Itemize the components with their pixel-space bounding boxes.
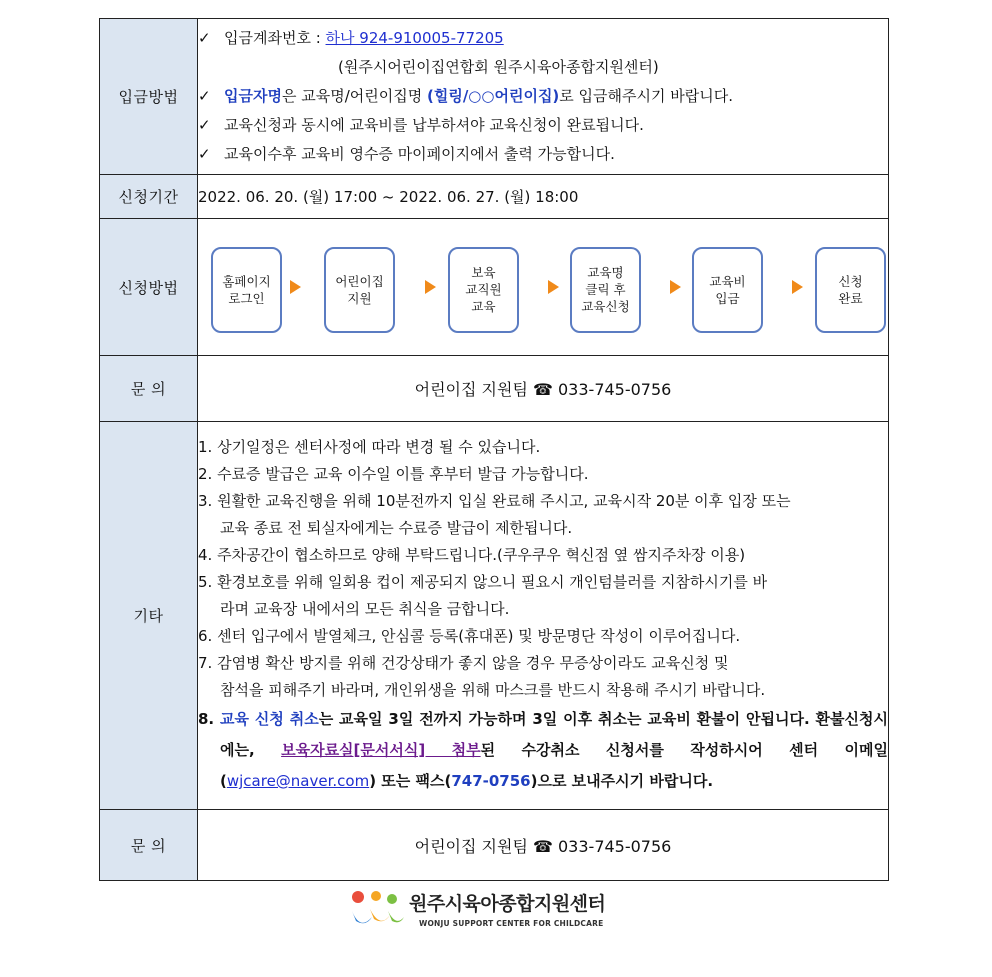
method-flow [198, 220, 888, 355]
step-daycare-support: 어린이집 지원 [324, 247, 395, 333]
note-1: 1. 상기일정은 센터사정에 따라 변경 될 수 있습니다. [198, 438, 541, 456]
check-icon: ✓ [198, 145, 211, 163]
note-6: 6. 센터 입구에서 발열체크, 안심콜 등록(휴대폰) 및 방문명단 작성이 이루어집니다. [198, 627, 741, 645]
arrow-right-icon [548, 280, 559, 294]
arrow-right-icon [290, 280, 301, 294]
cancel-highlight: 교육 신청 취소 [220, 710, 319, 728]
arrow-right-icon [792, 280, 803, 294]
center-logo [346, 887, 606, 935]
inquiry-value: 어린이집 지원팀 ☎ 033-745-0756 [198, 356, 889, 422]
note-5a: 5. 환경보호를 위해 일회용 컵이 제공되지 않으니 필요시 개인텀블러를 지참하시기를 바 [198, 573, 768, 591]
inquiry2-value: 어린이집 지원팀 ☎ 033-745-0756 [198, 810, 889, 881]
check-icon: ✓ [198, 87, 211, 105]
account-holder: (원주시어린이집연합회 원주시육아종합지원센터) [338, 58, 659, 76]
inquiry-header: 문 의 [100, 356, 198, 422]
depositor-line: ✓ 입금자명은 교육명/어린이집명 (힐링/○○어린이집)로 입금해주시기 바랍니다. [198, 82, 888, 111]
step-staff-education: 보육 교직원 교육 [448, 247, 519, 333]
note-3a: 3. 원활한 교육진행을 위해 10분전까지 입실 완료해 주시고, 교육시작 20분 이후 입장 또는 [198, 492, 791, 510]
email-link[interactable]: wjcare@naver.com [226, 772, 370, 790]
note-8: 8. 교육 신청 취소는 교육일 3일 전까지 가능하며 3일 이후 취소는 교육비 환불이 안됩니다. 환불신청시에는, 보육자료실[문서서식] 첨부된 수강취소 신청서를 작성하시어 센터 이메일(wjcare@naver.com) 또는 팩스(747-0756)으로 보내주시기 바랍니다. [198, 710, 889, 790]
method-header: 신청방법 [100, 219, 198, 356]
step-homepage-login: 홈페이지 로그인 [211, 247, 282, 333]
arrow-right-icon [425, 280, 436, 294]
note-7a: 7. 감염병 확산 방지를 위해 건강상태가 좋지 않을 경우 무증상이라도 교육신청 및 [198, 654, 729, 672]
step-fee-payment: 교육비 입금 [692, 247, 763, 333]
payment-cell [198, 19, 889, 175]
document-link[interactable]: 보육자료실[문서서식] 첨부 [281, 741, 481, 759]
method-cell [198, 219, 889, 356]
complete-line: ✓ 교육신청과 동시에 교육비를 납부하셔야 교육신청이 완료됩니다. [198, 111, 888, 140]
payment-header: 입금방법 [100, 19, 198, 175]
receipt-line: ✓ 교육이수후 교육비 영수증 마이페이지에서 출력 가능합니다. [198, 140, 888, 169]
note-4: 4. 주차공간이 협소하므로 양해 부탁드립니다.(쿠우쿠우 혁신점 옆 쌈지주차장 이용) [198, 546, 746, 564]
etc-header: 기타 [100, 422, 198, 810]
check-icon: ✓ [198, 116, 211, 134]
note-5b: 라며 교육장 내에서의 모든 취식을 금합니다. [220, 600, 510, 618]
inquiry2-header: 문 의 [100, 810, 198, 881]
note-3b: 교육 종료 전 퇴실자에게는 수료증 발급이 제한됩니다. [220, 519, 573, 537]
note-7b: 참석을 피해주기 바라며, 개인위생을 위해 마스크를 반드시 착용해 주시기 바랍니다. [220, 681, 766, 699]
info-table [99, 18, 889, 881]
logo-name: 원주시육아종합지원센터 [409, 893, 606, 915]
period-value: 2022. 06. 20. (월) 17:00 ~ 2022. 06. 27. (월) 18:00 [198, 175, 889, 219]
logo-subtitle: WONJU SUPPORT CENTER FOR CHILDCARE [419, 919, 604, 928]
step-course-apply: 교육명 클릭 후 교육신청 [570, 247, 641, 333]
step-complete: 신청 완료 [815, 247, 886, 333]
check-icon: ✓ [198, 29, 211, 47]
fax-number: 747-0756 [451, 772, 531, 790]
etc-notes [198, 422, 889, 810]
account-line: ✓ 입금계좌번호 : 하나 924-910005-77205 [198, 24, 888, 53]
logo-mark-icon [346, 887, 408, 933]
period-header: 신청기간 [100, 175, 198, 219]
account-number[interactable]: 하나 924-910005-77205 [325, 29, 504, 47]
arrow-right-icon [670, 280, 681, 294]
note-2: 2. 수료증 발급은 교육 이수일 이틀 후부터 발급 가능합니다. [198, 465, 589, 483]
